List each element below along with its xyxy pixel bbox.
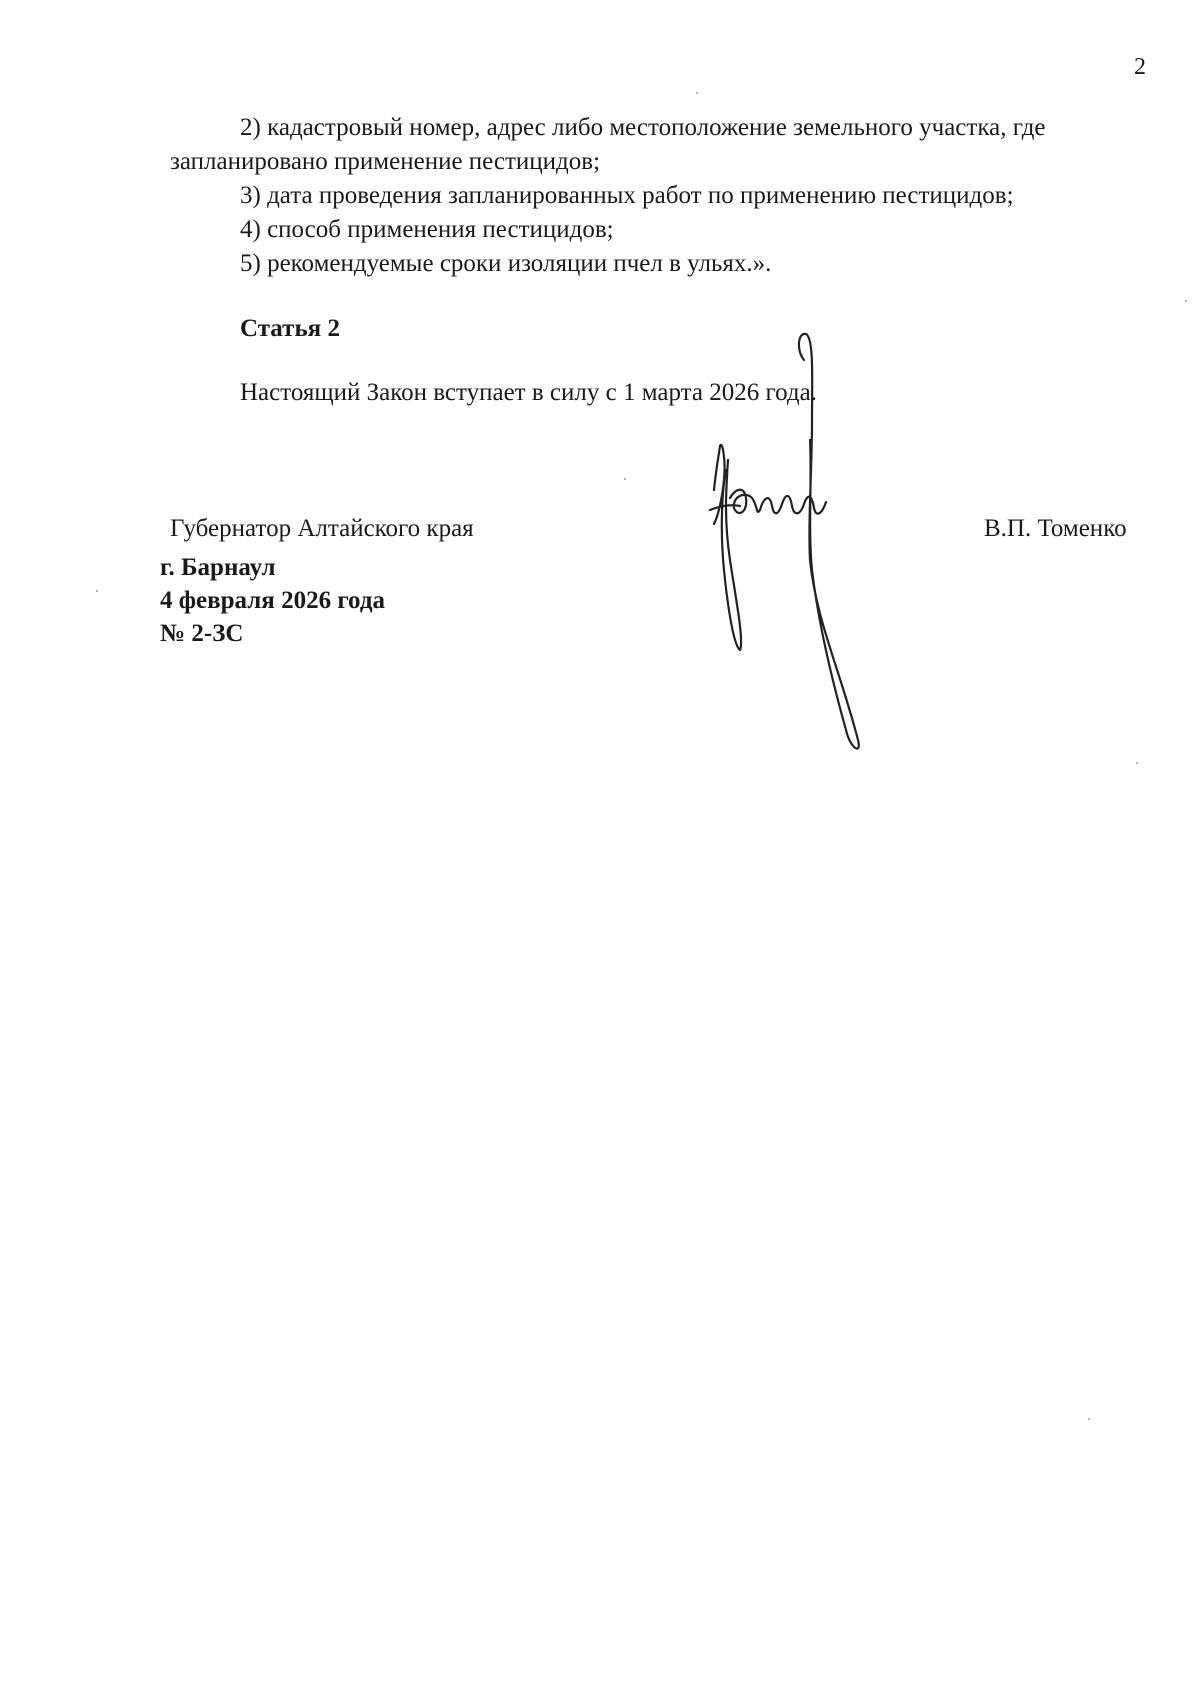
list-item-2-line-1: 2) кадастровый номер, адрес либо местоположение земельного участка, где <box>240 114 1046 141</box>
signatory-position: Губернатор Алтайского края <box>170 515 474 542</box>
list-item-3: 3) дата проведения запланированных работ по применению пестицидов; <box>240 182 1014 209</box>
scan-speck <box>1088 1418 1090 1420</box>
scan-speck <box>96 590 98 592</box>
list-item-4: 4) способ применения пестицидов; <box>240 216 614 243</box>
handwritten-signature <box>700 320 930 760</box>
footer-number: № 2-ЗС <box>160 620 244 647</box>
scan-speck <box>1185 300 1187 302</box>
list-item-5: 5) рекомендуемые сроки изоляции пчел в ульях.». <box>240 250 772 277</box>
signatory-name: В.П. Томенко <box>984 515 1127 542</box>
article-text: Настоящий Закон вступает в силу с 1 марта 2026 года. <box>240 379 817 406</box>
page-number: 2 <box>1134 54 1146 80</box>
scan-speck <box>624 478 626 480</box>
scan-speck <box>1136 762 1138 764</box>
footer-date: 4 февраля 2026 года <box>160 587 385 614</box>
list-item-2-line-2: запланировано применение пестицидов; <box>170 148 601 175</box>
footer-city: г. Барнаул <box>160 554 276 581</box>
article-heading: Статья 2 <box>240 315 340 342</box>
scan-speck <box>696 92 698 94</box>
